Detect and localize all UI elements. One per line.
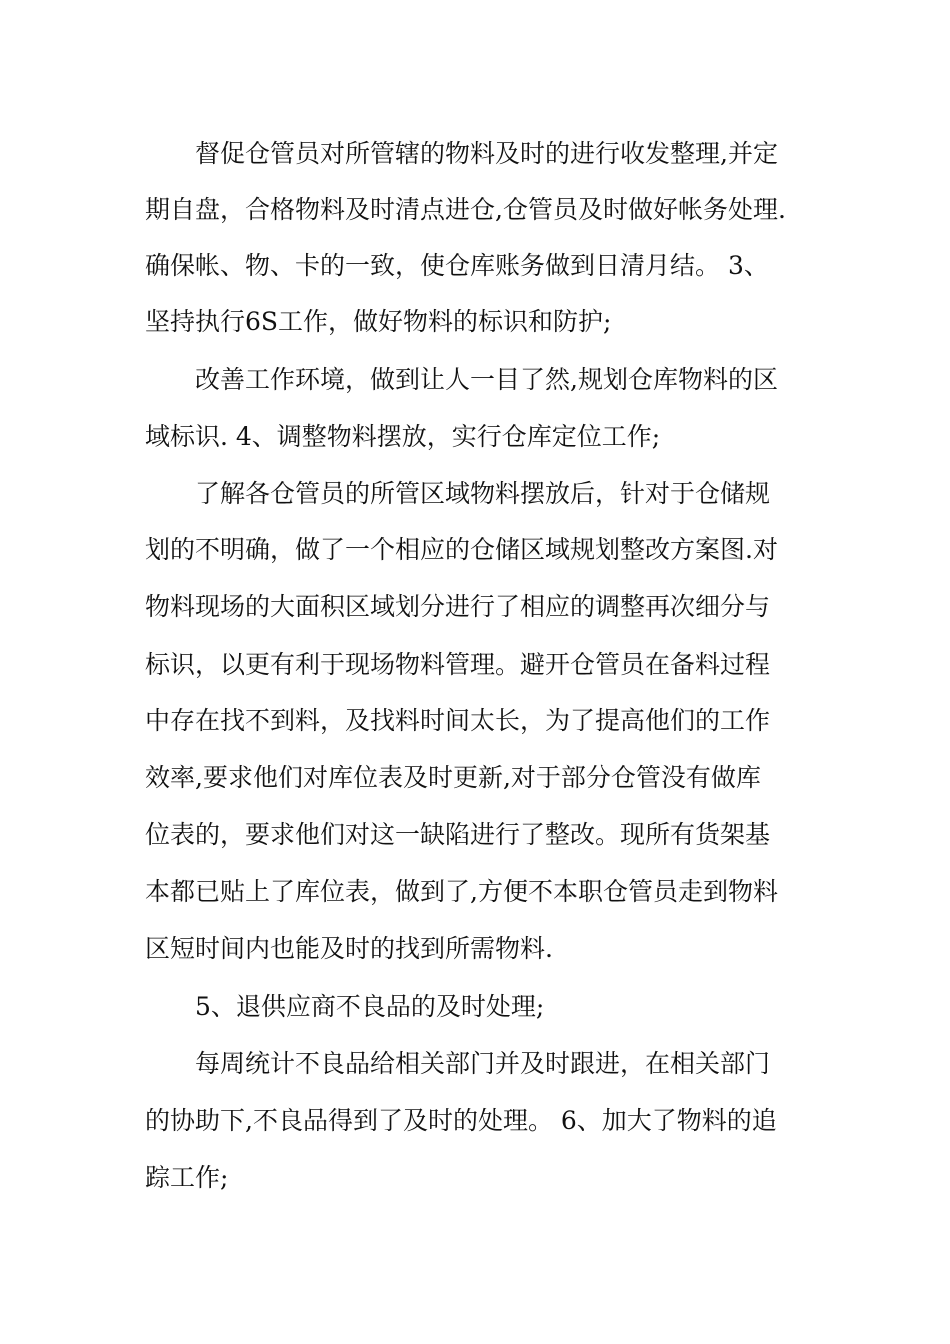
text-line: 物料现场的大面积区域划分进行了相应的调整再次细分与 <box>145 592 771 621</box>
text-line: 踪工作; <box>145 1163 229 1192</box>
text-line: 的协助下,不良品得到了及时的处理。 6、加大了物料的追 <box>145 1106 777 1135</box>
text-line: 了解各仓管员的所管区域物料摆放后，针对于仓储规 <box>195 479 771 508</box>
text-line: 中存在找不到料，及找料时间太长，为了提高他们的工作 <box>145 706 771 735</box>
text-line: 位表的，要求他们对这一缺陷进行了整改。现所有货架基 <box>145 820 771 849</box>
text-line: 确保帐、物、卡的一致，使仓库账务做到日清月结。 3、 <box>145 251 769 280</box>
text-line: 督促仓管员对所管辖的物料及时的进行收发整理,并定 <box>195 139 778 168</box>
text-line: 划的不明确，做了一个相应的仓储区域规划整改方案图.对 <box>145 535 778 564</box>
text-line: 改善工作环境，做到让人一目了然,规划仓库物料的区 <box>195 365 778 394</box>
text-line: 标识，以更有利于现场物料管理。避开仓管员在备料过程 <box>145 650 771 679</box>
text-line: 本都已贴上了库位表，做到了,方便不本职仓管员走到物料 <box>145 877 778 906</box>
text-line: 期自盘，合格物料及时清点进仓,仓管员及时做好帐务处理. <box>145 195 786 224</box>
text-line: 区短时间内也能及时的找到所需物料. <box>145 934 553 963</box>
text-line: 效率,要求他们对库位表及时更新,对于部分仓管没有做库 <box>145 763 761 792</box>
text-line: 坚持执行6S工作，做好物料的标识和防护; <box>145 307 612 336</box>
text-line: 5、退供应商不良品的及时处理; <box>195 992 545 1021</box>
text-line: 每周统计不良品给相关部门并及时跟进，在相关部门 <box>195 1049 771 1078</box>
text-line: 域标识. 4、调整物料摆放，实行仓库定位工作; <box>145 422 661 451</box>
